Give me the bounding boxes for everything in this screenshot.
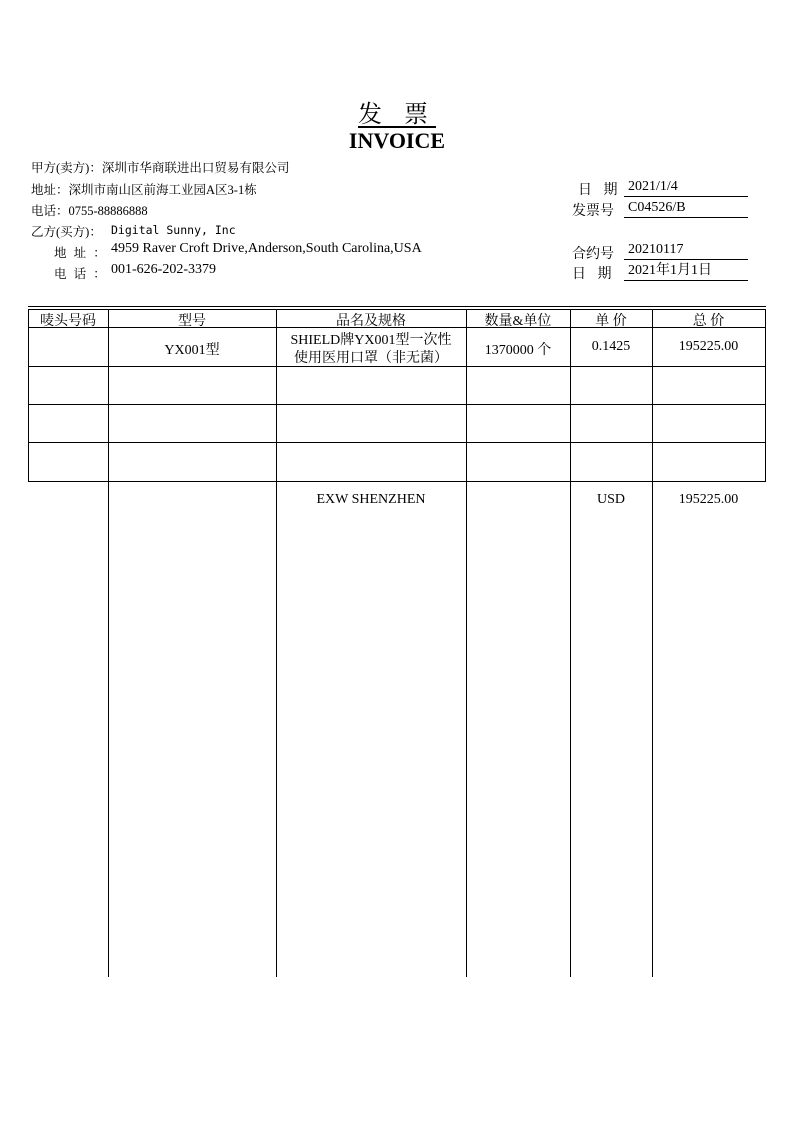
header-mark: 唛头号码 (40, 314, 96, 329)
row1-desc-line2: 使用医用口罩（非无菌） (294, 351, 448, 366)
contract-no-label: 合约号 (572, 247, 614, 262)
row-rule-3 (28, 442, 766, 443)
header-description: 品名及规格 (336, 314, 406, 329)
col-rule-2 (276, 309, 277, 977)
contract-date-label: 日 期 (572, 267, 616, 282)
summary-currency: USD (596, 492, 625, 507)
col-rule-left (28, 309, 29, 481)
col-rule-1 (108, 309, 109, 977)
seller-address: 地址：深圳市南山区前海工业园A区3-1栋 (31, 183, 257, 197)
row1-quantity: 1370000 个 (484, 343, 552, 358)
seller-name: 甲方(卖方)：深圳市华商联进出口贸易有限公司 (31, 161, 290, 175)
row-rule-2 (28, 404, 766, 405)
buyer-address: 4959 Raver Croft Drive,Anderson,South Carolina,USA (111, 241, 422, 256)
header-total: 总 价 (692, 314, 725, 329)
row1-desc-line1: SHIELD牌YX001型一次性 (290, 333, 452, 348)
col-rule-3 (466, 309, 467, 977)
table-top-rule (28, 306, 766, 307)
buyer-name-label: 乙方(买方)： (31, 225, 102, 239)
invoice-no-value: C04526/B (624, 199, 748, 218)
header-unit-price: 单 价 (595, 314, 627, 329)
date-label: 日 期 (578, 183, 622, 198)
invoice-title-en: INVOICE (348, 128, 446, 153)
row1-model: YX001型 (164, 343, 220, 358)
summary-terms: EXW SHENZHEN (316, 492, 426, 507)
invoice-title-cn: 发 票 (358, 102, 436, 128)
summary-total: 195225.00 (678, 492, 739, 507)
contract-no-value: 20210117 (624, 241, 748, 260)
header-model: 型号 (178, 314, 206, 329)
col-rule-4 (570, 309, 571, 977)
row1-unit-price: 0.1425 (591, 339, 631, 354)
buyer-address-label: 地 址 ： (54, 246, 108, 260)
contract-date-value: 2021年1月1日 (624, 262, 748, 281)
col-rule-5 (652, 309, 653, 977)
row1-total: 195225.00 (678, 339, 739, 354)
col-rule-right (765, 309, 766, 481)
buyer-phone: 001-626-202-3379 (111, 262, 216, 277)
row-rule-4 (28, 481, 766, 482)
buyer-phone-label: 电 话 ： (54, 267, 108, 281)
header-quantity: 数量&单位 (484, 314, 552, 329)
invoice-no-label: 发票号 (572, 204, 614, 219)
date-value: 2021/1/4 (624, 178, 748, 197)
seller-phone: 电话：0755-88886888 (31, 204, 148, 218)
buyer-name: Digital Sunny, Inc (111, 223, 236, 237)
